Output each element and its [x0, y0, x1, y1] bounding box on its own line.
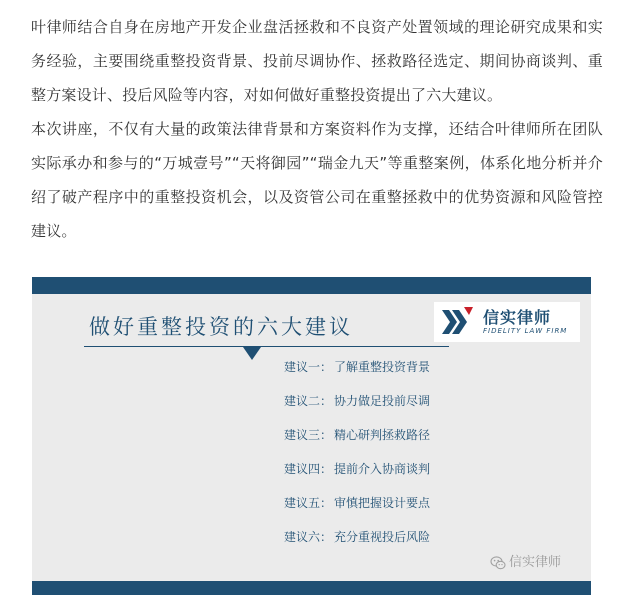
suggestion-text: 精心研判拯救路径 [334, 428, 431, 442]
article-paragraph-1: 叶律师结合自身在房地产开发企业盘活拯救和不良资产处置领域的理论研究成果和实务经验，主要围绕重整投资背景、投前尽调协作、拯救路径选定、期间协商谈判、重整方案设计、投后风险等内容，对如何做好重整投资提出了六大建议。 [31, 18, 603, 104]
suggestion-text: 协力做足投前尽调 [334, 394, 431, 408]
slide-top-bar [32, 277, 591, 294]
suggestion-list [284, 356, 430, 560]
title-underline [84, 346, 449, 347]
suggestion-text: 充分重视投后风险 [334, 530, 431, 544]
suggestion-item [284, 458, 430, 492]
suggestion-label: 建议四： [284, 462, 333, 476]
watermark-text: 信实律师 [509, 555, 562, 570]
suggestion-item [284, 492, 430, 526]
suggestion-item [284, 424, 430, 458]
suggestion-label: 建议三： [284, 428, 333, 442]
suggestion-text: 了解重整投资背景 [334, 360, 431, 374]
suggestion-text: 审慎把握设计要点 [334, 496, 431, 510]
slide-bottom-bar [32, 581, 591, 595]
suggestion-item [284, 526, 430, 560]
firm-logo-name: 信实律师 [483, 308, 552, 327]
suggestion-label: 建议六： [284, 530, 333, 544]
suggestion-item [284, 356, 430, 390]
suggestion-label: 建议五： [284, 496, 333, 510]
firm-logo-mark-icon [440, 306, 474, 338]
suggestion-label: 建议一： [284, 360, 333, 374]
title-triangle-icon [243, 347, 261, 360]
slide-image [32, 277, 591, 595]
suggestion-label: 建议二： [284, 394, 333, 408]
article-paragraph-2: 本次讲座，不仅有大量的政策法律背景和方案资料作为支撑，还结合叶律师所在团队实际承办和参与的“万城壹号”“天将御园”“瑞金九天”等重整案例，体系化地分析并介绍了破产程序中的重整投资机会，以及资管公司在重整拯救中的优势资源和风险管控建议。 [31, 120, 603, 240]
firm-logo [434, 302, 580, 342]
slide-title: 做好重整投资的六大建议 [89, 315, 353, 339]
firm-logo-subtitle: FIDELITY LAW FIRM [483, 327, 568, 335]
suggestion-item [284, 390, 430, 424]
article-body [31, 10, 603, 248]
wechat-icon [490, 555, 506, 571]
suggestion-text: 提前介入协商谈判 [334, 462, 431, 476]
